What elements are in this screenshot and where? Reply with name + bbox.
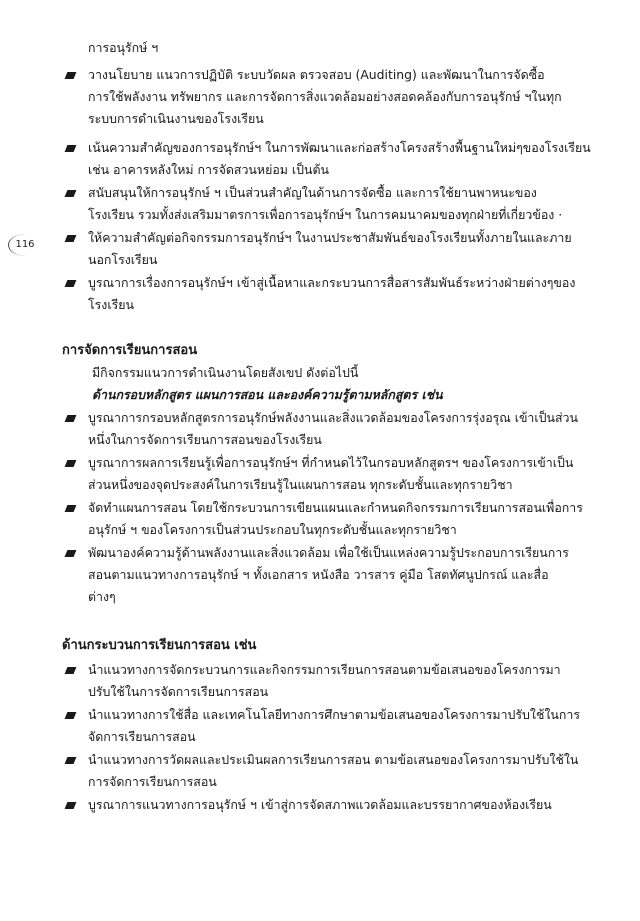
bullet-text: บูรณาการแนวทางการอนุรักษ์ ฯ เข้าสู่การจัดสภาพแวดล้อมและบรรยากาศของห้องเรียน [88, 797, 552, 812]
bullet-text: ปรับใช้ในการจัดการเรียนการสอน [88, 684, 269, 699]
bullet-text: อนุรักษ์ ฯ ของโครงการเป็นส่วนประกอบในทุกระดับชั้นและทุกรายวิชา [88, 522, 457, 537]
bullet-text: การจัดการเรียนการสอน [88, 774, 217, 789]
bullet-icon [65, 190, 77, 197]
bullet-text: บูรณาการผลการเรียนรู้เพื่อการอนุรักษ์ฯ ที่กำหนดไว้ในกรอบหลักสูตรฯ ของโครงการเข้าเป็น [88, 455, 574, 470]
bullet-text: โรงเรียน รวมทั้งส่งเสริมมาตรการเพื่อการอนุรักษ์ฯ ในการคมนาคมของทุกฝ่ายที่เกี่ยวข้อง · [88, 207, 563, 222]
bullet-icon [65, 550, 77, 557]
bullet-text: สนับสนุนให้การอนุรักษ์ ฯ เป็นส่วนสำคัญในด้านการจัดซื้อ และการใช้ยานพาหนะของ [88, 185, 537, 200]
bullet-text: สอนตามแนวทางการอนุรักษ์ ฯ ทั้งเอกสาร หนังสือ วารสาร คู่มือ โสตทัศนูปกรณ์ และสื่อ [88, 567, 549, 582]
bullet-icon [65, 802, 77, 809]
bullet-text: ระบบการดำเนินงานของโรงเรียน [88, 111, 264, 126]
bullet-text: นอกโรงเรียน [88, 252, 158, 267]
bullet-text: ส่วนหนึ่งของจุดประสงค์ในการเรียนรู้ในแผนการสอน ทุกระดับชั้นและทุกรายวิชา [88, 477, 513, 492]
bullet-text: นำแนวทางการจัดกระบวนการและกิจกรรมการเรียนการสอนตามข้อเสนอของโครงการมา [88, 662, 561, 677]
bullet-icon [65, 460, 77, 467]
bullet-text: เน้นความสำคัญของการอนุรักษ์ฯ ในการพัฒนาและก่อสร้างโครงสร้างพื้นฐานใหม่ๆของโรงเรียน [88, 140, 591, 155]
bullet-icon [65, 757, 77, 764]
bullet-text: บูรณาการเรื่องการอนุรักษ์ฯ เข้าสู่เนื้อหาและกระบวนการสื่อสารสัมพันธ์ระหว่างฝ่ายต่างๆของ [88, 275, 576, 290]
bullet-text: โรงเรียน [88, 297, 134, 312]
page-number: 116 [8, 234, 42, 256]
bullet-text: การใช้พลังงาน ทรัพยากร และการจัดการสิ่งแวดล้อมอย่างสอดคล้องกับการอนุรักษ์ ฯในทุก [88, 89, 562, 104]
bullet-icon [65, 505, 77, 512]
bullet-text: จัดการเรียนการสอน [88, 729, 196, 744]
bullet-icon [65, 712, 77, 719]
bullet-icon [65, 72, 77, 79]
bullet-icon [65, 145, 77, 152]
bullet-text: บูรณาการกรอบหลักสูตรการอนุรักษ์พลังงานและสิ่งแวดล้อมของโครงการรุ่งอรุณ เข้าเป็นส่วน [88, 410, 578, 425]
intro-line: การอนุรักษ์ ฯ [88, 40, 159, 55]
bullet-text: หนึ่งในการจัดการเรียนการสอนของโรงเรียน [88, 432, 322, 447]
bullet-text: พัฒนาองค์ความรู้ด้านพลังงานและสิ่งแวดล้อม เพื่อใช้เป็นแหล่งความรู้ประกอบการเรียนการ [88, 545, 569, 560]
bullet-text: นำแนวทางการใช้สื่อ และเทคโนโลยีทางการศึกษาตามข้อเสนอของโครงการมาปรับใช้ในการ [88, 707, 581, 722]
section-heading: การจัดการเรียนการสอน [62, 343, 198, 358]
subsection-heading: ด้านกรอบหลักสูตร แผนการสอน และองค์ความรู้ตามหลักสูตร เช่น [92, 387, 443, 402]
bullet-icon [65, 667, 77, 674]
bullet-text: ต่างๆ [88, 589, 116, 604]
section-intro: มีกิจกรรมแนวการดำเนินงานโดยสังเขป ดังต่อไปนี้ [92, 365, 359, 380]
bullet-icon [65, 415, 77, 422]
bullet-text: จัดทำแผนการสอน โดยใช้กระบวนการเขียนแผนและกำหนดกิจกรรมการเรียนการสอนเพื่อการ [88, 500, 583, 515]
bullet-icon [65, 280, 77, 287]
bullet-text: ให้ความสำคัญต่อกิจกรรมการอนุรักษ์ฯ ในงานประชาสัมพันธ์ของโรงเรียนทั้งภายในและภาย [88, 230, 572, 245]
bullet-icon [65, 235, 77, 242]
bullet-text: วางนโยบาย แนวการปฏิบัติ ระบบวัดผล ตรวจสอบ (Auditing) และพัฒนาในการจัดซื้อ [88, 67, 545, 82]
bullet-text: เช่น อาคารหลังใหม่ การจัดสวนหย่อม เป็นต้น [88, 162, 329, 177]
section-heading: ด้านกระบวนการเรียนการสอน เช่น [62, 638, 257, 653]
bullet-text: นำแนวทางการวัดผลและประเมินผลการเรียนการสอน ตามข้อเสนอของโครงการมาปรับใช้ใน [88, 752, 579, 767]
